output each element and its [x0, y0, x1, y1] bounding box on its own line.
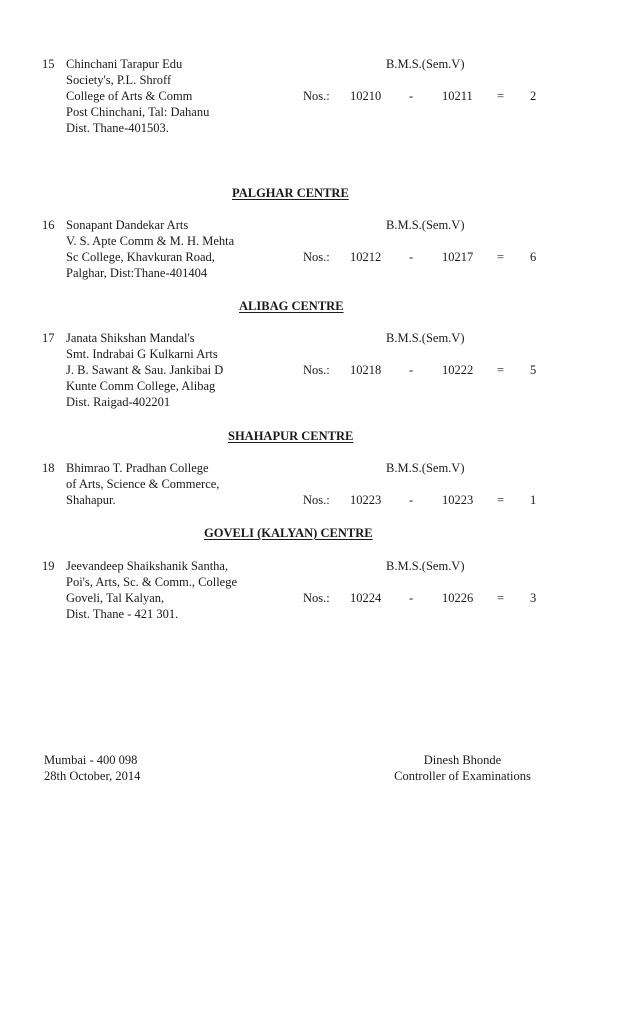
signatory-name: Dinesh Bhonde	[423, 753, 502, 767]
seat-from: 10218	[350, 363, 382, 377]
seat-to: 10226	[442, 591, 474, 605]
centre-heading: PALGHAR CENTRE	[232, 186, 349, 200]
centre-heading: SHAHAPUR CENTRE	[228, 429, 354, 443]
nos-label: Nos.:	[303, 363, 330, 377]
equals-sign: =	[497, 363, 505, 377]
address-line: Palghar, Dist:Thane-401404	[66, 266, 208, 280]
equals-sign: =	[497, 591, 505, 605]
seat-count: 3	[530, 591, 537, 605]
seat-count: 2	[530, 89, 537, 103]
address-line: Bhimrao T. Pradhan College	[66, 461, 209, 475]
address-line: College of Arts & Comm	[66, 89, 193, 103]
range-dash: -	[409, 363, 414, 377]
college-address	[66, 558, 237, 622]
centre-heading: ALIBAG CENTRE	[239, 299, 344, 313]
range-dash: -	[409, 89, 414, 103]
footer-date: 28th October, 2014	[44, 769, 141, 783]
entry-number: 18	[42, 461, 55, 475]
course-name: B.M.S.(Sem.V)	[386, 331, 465, 345]
address-line: Dist. Raigad-402201	[66, 395, 171, 409]
address-line: Sonapant Dandekar Arts	[66, 218, 189, 232]
address-line: Chinchani Tarapur Edu	[66, 57, 183, 71]
address-line: Poi's, Arts, Sc. & Comm., College	[66, 575, 238, 589]
footer-place: Mumbai - 400 098	[44, 753, 138, 767]
address-line: Jeevandeep Shaikshanik Santha,	[66, 559, 229, 573]
nos-label: Nos.:	[303, 89, 330, 103]
entry-number: 17	[42, 331, 55, 345]
address-line: Shahapur.	[66, 493, 116, 507]
seat-from: 10223	[350, 493, 382, 507]
equals-sign: =	[497, 493, 505, 507]
entry-number: 15	[42, 57, 55, 71]
seat-from: 10212	[350, 250, 382, 264]
signatory-title: Controller of Examinations	[394, 769, 531, 783]
college-address	[66, 217, 234, 281]
address-line: Sc College, Khavkuran Road,	[66, 250, 215, 264]
seat-to: 10217	[442, 250, 474, 264]
range-dash: -	[409, 250, 414, 264]
college-address	[66, 460, 219, 508]
address-line: Goveli, Tal Kalyan,	[66, 591, 165, 605]
seat-count: 6	[530, 250, 537, 264]
course-name: B.M.S.(Sem.V)	[386, 218, 465, 232]
equals-sign: =	[497, 250, 505, 264]
address-line: Smt. Indrabai G Kulkarni Arts	[66, 347, 218, 361]
address-line: Dist. Thane-401503.	[66, 121, 169, 135]
address-line: Post Chinchani, Tal: Dahanu	[66, 105, 210, 119]
course-name: B.M.S.(Sem.V)	[386, 57, 465, 71]
address-line: of Arts, Science & Commerce,	[66, 477, 220, 491]
seat-to: 10223	[442, 493, 474, 507]
seat-to: 10222	[442, 363, 474, 377]
seat-from: 10210	[350, 89, 382, 103]
address-line: V. S. Apte Comm & M. H. Mehta	[66, 234, 235, 248]
course-name: B.M.S.(Sem.V)	[386, 461, 465, 475]
address-line: Janata Shikshan Mandal's	[66, 331, 195, 345]
entry-number: 19	[42, 559, 55, 573]
nos-label: Nos.:	[303, 591, 330, 605]
range-dash: -	[409, 493, 414, 507]
range-dash: -	[409, 591, 414, 605]
address-line: Society's, P.L. Shroff	[66, 73, 172, 87]
seat-count: 5	[530, 363, 537, 377]
nos-label: Nos.:	[303, 493, 330, 507]
college-address	[66, 330, 223, 410]
seat-to: 10211	[442, 89, 473, 103]
seat-from: 10224	[350, 591, 382, 605]
nos-label: Nos.:	[303, 250, 330, 264]
address-line: Dist. Thane - 421 301.	[66, 607, 179, 621]
address-line: Kunte Comm College, Alibag	[66, 379, 216, 393]
entry-number: 16	[42, 218, 55, 232]
address-line: J. B. Sawant & Sau. Jankibai D	[66, 363, 224, 377]
college-address	[66, 56, 209, 136]
course-name: B.M.S.(Sem.V)	[386, 559, 465, 573]
centre-heading: GOVELI (KALYAN) CENTRE	[204, 526, 373, 540]
seat-count: 1	[530, 493, 537, 507]
equals-sign: =	[497, 89, 505, 103]
